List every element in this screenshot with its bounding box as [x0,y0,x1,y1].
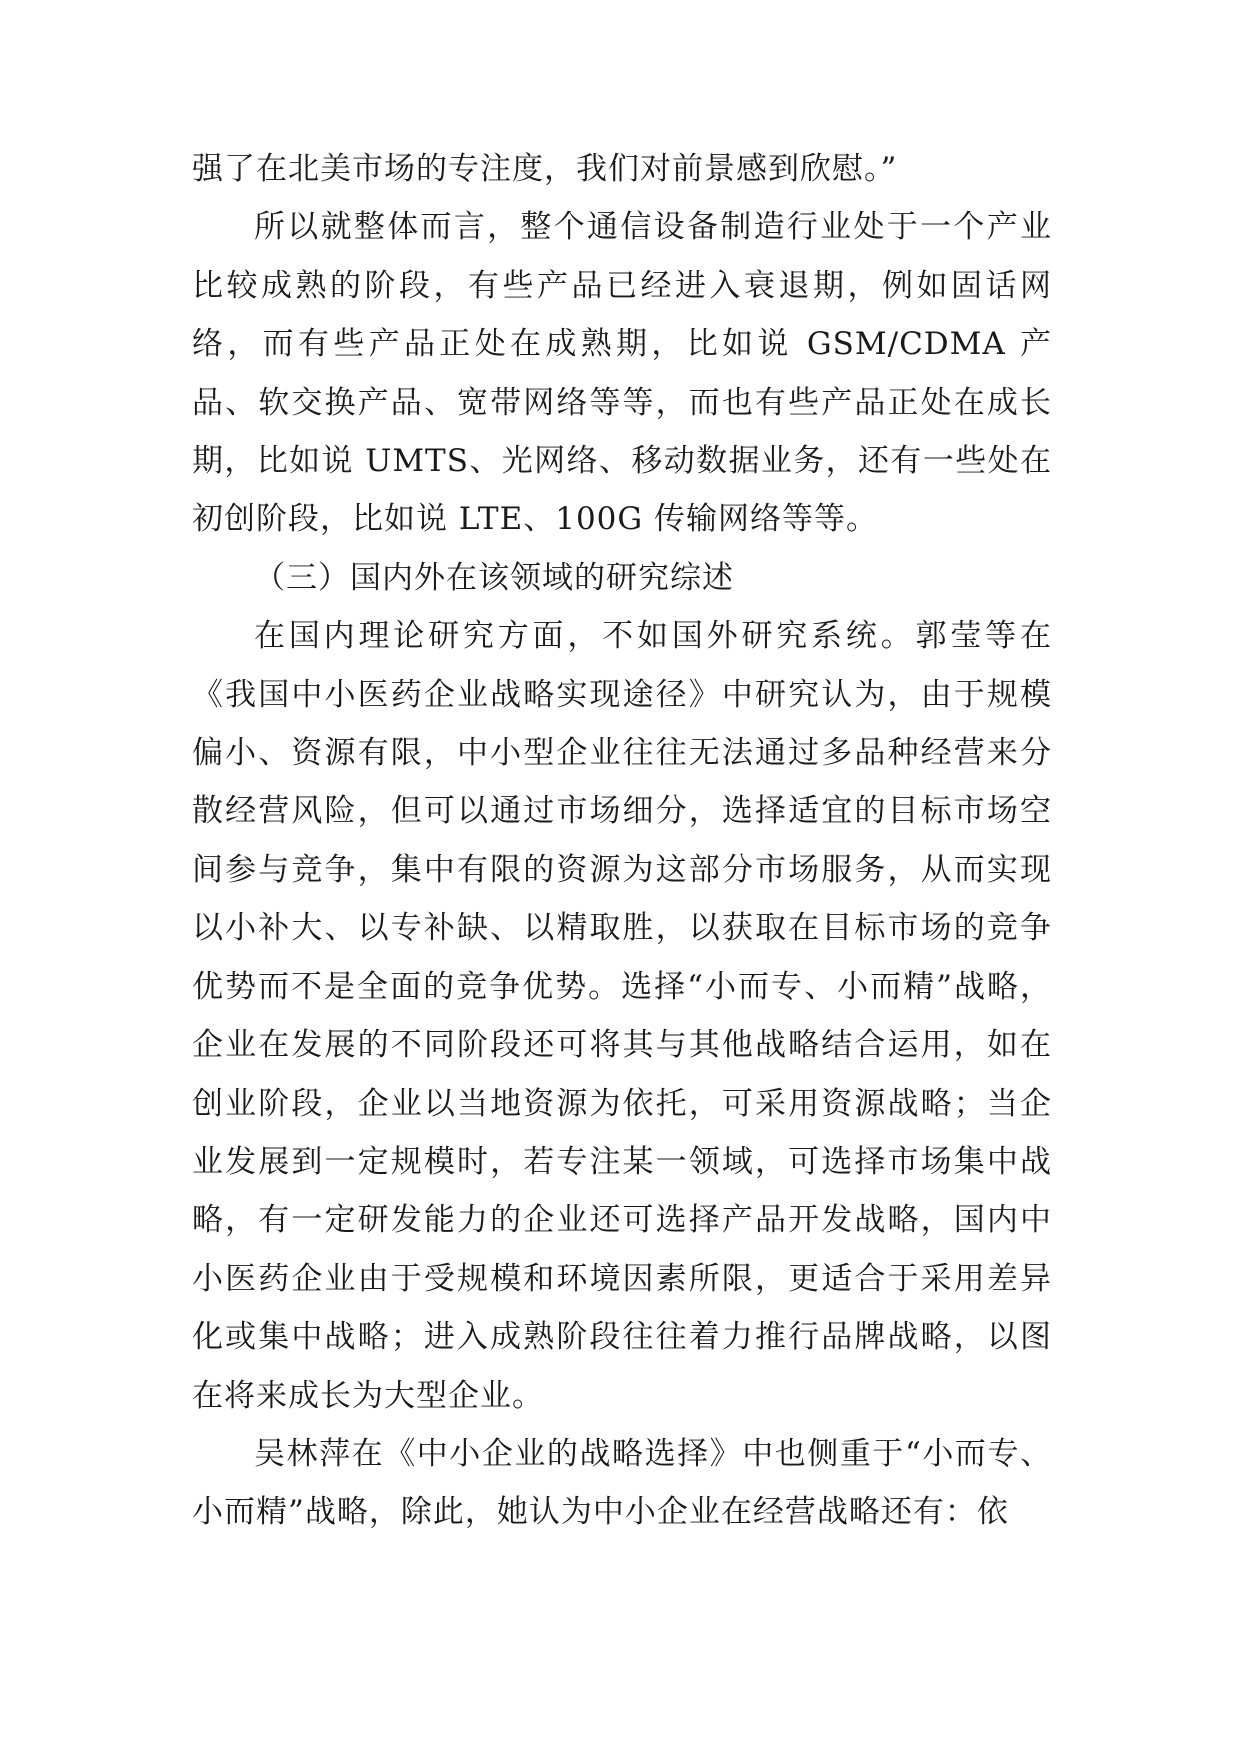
body-text [192,140,1052,1542]
paragraph-industry-overview: 所以就整体而言，整个通信设备制造行业处于一个产业比较成熟的阶段，有些产品已经进入衰退期，例如固话网络，而有些产品正处在成熟期，比如说 GSM/CDMA 产品、软交换产品、宽带网络等等，而也有些产品正处在成长期，比如说 UMTS、光网络、移动数据业务，还有一些处在初创阶段，比如说 LTE、100G 传输网络等等。 [192,209,1052,538]
paragraph-continuation: 强了在北美市场的专注度，我们对前景感到欣慰。” [192,151,898,187]
paragraph-domestic-research: 在国内理论研究方面，不如国外研究系统。郭莹等在《我国中小医药企业战略实现途径》中研究认为，由于规模偏小、资源有限，中小型企业往往无法通过多品种经营来分散经营风险，但可以通过市场细分，选择适宜的目标市场空间参与竞争，集中有限的资源为这部分市场服务，从而实现以小补大、以专补缺、以精取胜，以获取在目标市场的竞争优势而不是全面的竞争优势。选择“小而专、小而精”战略，企业在发展的不同阶段还可将其与其他战略结合运用，如在创业阶段，企业以当地资源为依托，可采用资源战略；当企业发展到一定规模时，若专注某一领域，可选择市场集中战略，有一定研发能力的企业还可选择产品开发战略，国内中小医药企业由于受规模和环境因素所限，更适合于采用差异化或集中战略；进入成熟阶段往往着力推行品牌战略，以图在将来成长为大型企业。 [192,618,1052,1414]
section-heading: （三）国内外在该领域的研究综述 [254,559,734,596]
paragraph-wu-linping: 吴林萍在《中小企业的战略选择》中也侧重于“小而专、小而精”战略，除此，她认为中小企业在经营战略还有：依 [192,1435,1052,1531]
